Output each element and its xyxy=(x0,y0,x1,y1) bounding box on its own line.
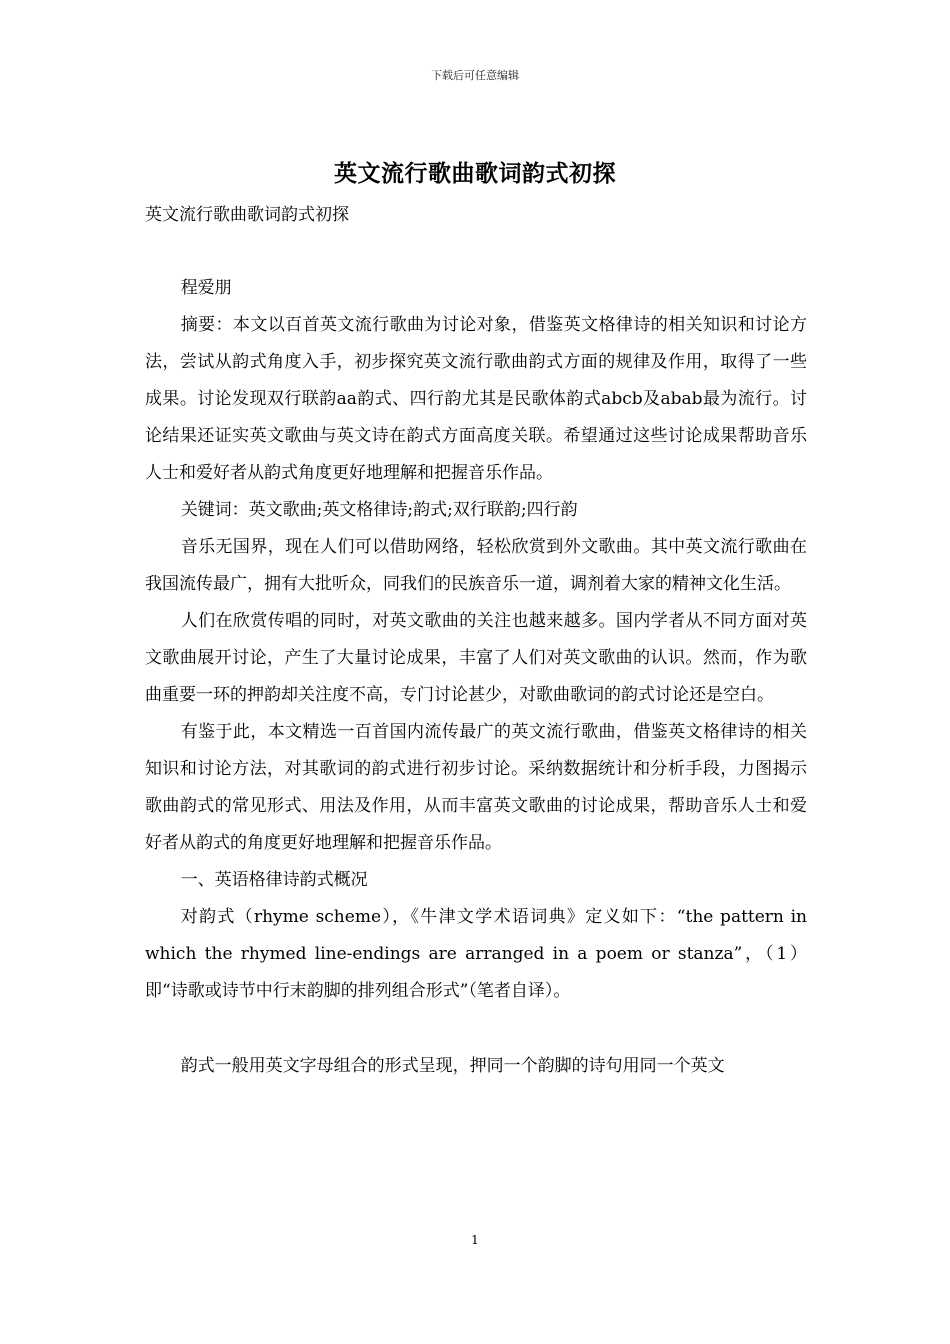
paragraph-gap xyxy=(145,1010,807,1048)
document-title: 英文流行歌曲歌词韵式初探 xyxy=(334,160,616,187)
abstract-paragraph: 摘要：本文以百首英文流行歌曲为讨论对象，借鉴英文格律诗的相关知识和讨论方法，尝试从韵式角度入手，初步探究英文流行歌曲韵式方面的规律及作用，取得了一些成果。讨论发现双行联韵aa韵式、四行韵尤其是民歌体韵式abcb及abab最为流行。讨论结果还证实英文歌曲与英文诗在韵式方面高度关联。希望通过这些讨论成果帮助音乐人士和爱好者从韵式角度更好地理解和把握音乐作品。 xyxy=(145,315,807,483)
body-paragraph-4: 对韵式（rhyme scheme），《牛津文学术语词典》定义如下：“the pattern in which the rhymed line-endings are arranged in a poem or stanza”，（1）即“诗歌或诗节中行末韵脚的排列组合形式”（笔者自译）。 xyxy=(145,907,807,1001)
body-paragraph-3: 有鉴于此，本文精选一百首国内流传最广的英文流行歌曲，借鉴英文格律诗的相关知识和讨论方法，对其歌词的韵式进行初步讨论。采纳数据统计和分析手段，力图揭示歌曲韵式的常见形式、用法及作用，从而丰富英文歌曲的讨论成果，帮助音乐人士和爱好者从韵式的角度更好地理解和把握音乐作品。 xyxy=(145,722,807,853)
page-number: 1 xyxy=(471,1233,479,1247)
keywords-line: 关键词：英文歌曲;英文格律诗;韵式;双行联韵;四行韵 xyxy=(180,500,578,520)
document-subtitle: 英文流行歌曲歌词韵式初探 xyxy=(145,205,349,225)
body-paragraph-5: 韵式一般用英文字母组合的形式呈现，押同一个韵脚的诗句用同一个英文 xyxy=(180,1056,725,1076)
section-heading-1: 一、英语格律诗韵式概况 xyxy=(180,870,368,890)
document-body xyxy=(145,270,807,1085)
page-header: 下载后可任意编辑 xyxy=(431,69,519,82)
body-paragraph-1: 音乐无国界，现在人们可以借助网络，轻松欣赏到外文歌曲。其中英文流行歌曲在我国流传最广，拥有大批听众，同我们的民族音乐一道，调剂着大家的精神文化生活。 xyxy=(145,537,807,594)
body-paragraph-2: 人们在欣赏传唱的同时，对英文歌曲的关注也越来越多。国内学者从不同方面对英文歌曲展开讨论，产生了大量讨论成果，丰富了人们对英文歌曲的认识。然而，作为歌曲重要一环的押韵却关注度不高，专门讨论甚少，对歌曲歌词的韵式讨论还是空白。 xyxy=(145,611,807,705)
author-line: 程爱朋 xyxy=(180,278,232,298)
